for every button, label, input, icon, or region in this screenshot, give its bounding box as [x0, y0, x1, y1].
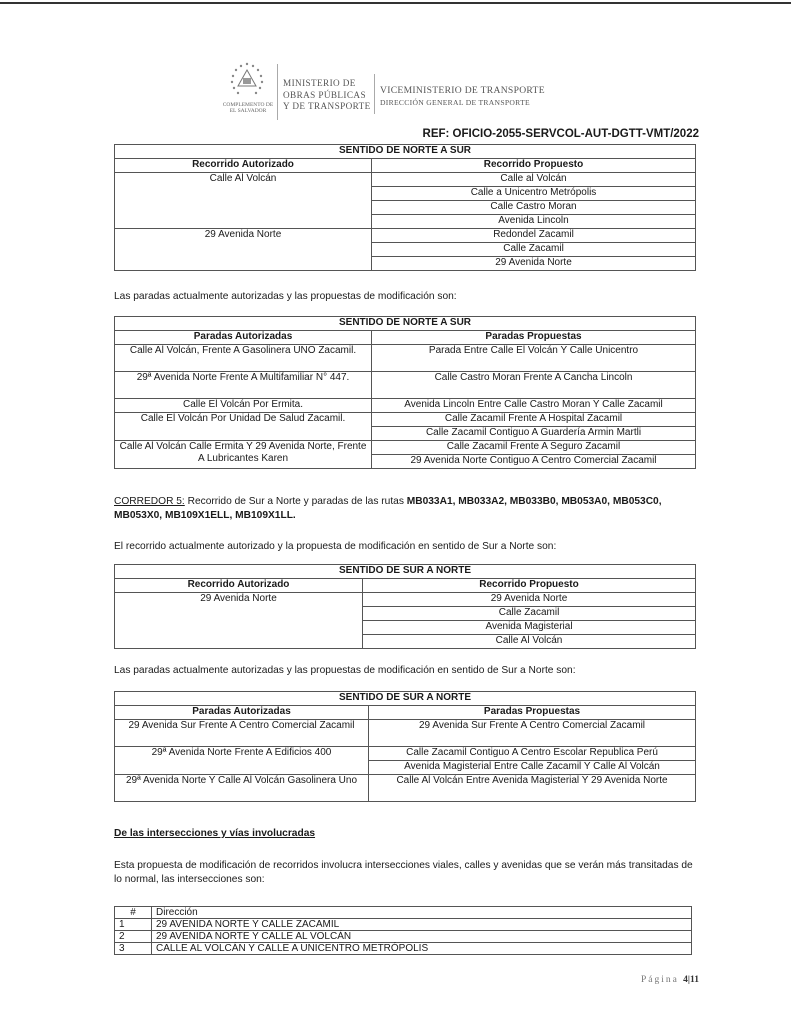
table-cell: 29 AVENIDA NORTE Y CALLE AL VOLCÁN — [152, 931, 692, 943]
stops-table-north-south — [114, 316, 696, 469]
table-cell: 29 Avenida Sur Frente A Centro Comercial Zacamil — [115, 720, 369, 747]
table-cell: 3 — [115, 943, 152, 955]
corridor-routes: MB033A1, MB033A2, MB033B0, MB053A0, MB053C0, MB053X0, MB109X1ELL, MB109X1LL. — [114, 496, 662, 521]
paragraph: Las paradas actualmente autorizadas y las propuestas de modificación en sentido de Sur a Norte son: — [114, 665, 576, 676]
table-title: SENTIDO DE NORTE A SUR — [115, 317, 696, 331]
table-cell: 29ª Avenida Norte Frente A Edificios 400 — [115, 747, 369, 775]
corridor-label: CORREDOR 5: — [114, 496, 185, 507]
table-cell: Calle Zacamil Frente A Seguro Zacamil — [372, 441, 696, 455]
table-title: SENTIDO DE SUR A NORTE — [115, 565, 696, 579]
table-cell: Avenida Magisterial — [363, 621, 696, 635]
page-label: Página — [640, 975, 679, 985]
table-cell: 29 AVENIDA NORTE Y CALLE ZACAMIL — [152, 919, 692, 931]
table-cell: Calle Zacamil — [363, 607, 696, 621]
table-cell: 29 Avenida Sur Frente A Centro Comercial Zacamil — [369, 720, 696, 747]
table-cell: Calle Castro Moran — [372, 201, 696, 215]
table-cell: Avenida Lincoln Entre Calle Castro Moran Y Calle Zacamil — [372, 399, 696, 413]
column-header: Recorrido Propuesto — [363, 579, 696, 593]
paragraph: Las paradas actualmente autorizadas y las propuestas de modificación son: — [114, 291, 457, 302]
table-cell: Calle El Volcán Por Unidad De Salud Zacamil. — [115, 413, 372, 441]
table-cell: Calle a Unicentro Metrópolis — [372, 187, 696, 201]
table-row — [115, 931, 692, 943]
table-cell: Calle Al Volcán, Frente A Gasolinera UNO Zacamil. — [115, 345, 372, 372]
letterhead — [222, 58, 582, 122]
column-header: Recorrido Autorizado — [115, 579, 363, 593]
ministry-name: MINISTERIO DE OBRAS PÚBLICAS Y DE TRANSPORTE — [283, 78, 371, 111]
intersections-table — [114, 906, 692, 955]
table-cell: Calle Al Volcán Entre Avenida Magisterial Y 29 Avenida Norte — [369, 775, 696, 802]
seal-caption: COMPLEMENTO DE EL SALVADOR — [222, 102, 274, 114]
table-cell: Calle Zacamil Contiguo A Guardería Armin Martli — [372, 427, 696, 441]
corridor-paragraph — [114, 495, 694, 523]
column-header: Dirección — [152, 907, 692, 919]
paragraph: El recorrido actualmente autorizado y la propuesta de modificación en sentido de Sur a Norte son: — [114, 541, 557, 552]
stops-table-south-north — [114, 691, 696, 802]
table-cell: 29 Avenida Norte Contiguo A Centro Comercial Zacamil — [372, 455, 696, 469]
column-header: Paradas Propuestas — [369, 706, 696, 720]
paragraph: Esta propuesta de modificación de recorridos involucra intersecciones viales, calles y avenidas que se verán más transitadas de lo normal, las intersecciones son: — [114, 860, 693, 885]
table-cell: Calle El Volcán Por Ermita. — [115, 399, 372, 413]
divider — [374, 74, 375, 114]
table-cell: Calle Al Volcán — [115, 173, 372, 229]
route-table-north-south — [114, 144, 696, 271]
column-header: Recorrido Autorizado — [115, 159, 372, 173]
table-cell: Calle Al Volcán — [363, 635, 696, 649]
section-heading: De las intersecciones y vías involucradas — [114, 828, 316, 839]
column-header: Paradas Propuestas — [372, 331, 696, 345]
reference-number: REF: OFICIO-2055-SERVCOL-AUT-DGTT-VMT/2022 — [422, 128, 699, 140]
table-row — [115, 919, 692, 931]
table-cell: 29ª Avenida Norte Y Calle Al Volcán Gasolinera Uno — [115, 775, 369, 802]
column-header: Paradas Autorizadas — [115, 331, 372, 345]
table-cell: 2 — [115, 931, 152, 943]
table-cell: 1 — [115, 919, 152, 931]
column-header: Paradas Autorizadas — [115, 706, 369, 720]
table-title: SENTIDO DE SUR A NORTE — [115, 692, 696, 706]
vice-ministry-name: VICEMINISTERIO DE TRANSPORTE — [380, 85, 545, 96]
table-cell: Avenida Magisterial Entre Calle Zacamil Y Calle Al Volcán — [369, 761, 696, 775]
table-cell: Redondel Zacamil — [372, 229, 696, 243]
table-row — [115, 943, 692, 955]
column-header: Recorrido Propuesto — [372, 159, 696, 173]
table-cell: 29 Avenida Norte — [363, 593, 696, 607]
table-cell: 29 Avenida Norte — [372, 257, 696, 271]
directorate-name: DIRECCIÓN GENERAL DE TRANSPORTE — [380, 98, 530, 107]
table-cell: 29 Avenida Norte — [115, 229, 372, 271]
column-header: # — [115, 907, 152, 919]
table-cell: Calle Zacamil Frente A Hospital Zacamil — [372, 413, 696, 427]
table-cell: Avenida Lincoln — [372, 215, 696, 229]
corridor-text: Recorrido de Sur a Norte y paradas de las rutas — [184, 496, 407, 507]
table-cell: Calle al Volcán — [372, 173, 696, 187]
table-cell: Calle Castro Moran Frente A Cancha Lincoln — [372, 372, 696, 399]
table-cell: Calle Zacamil — [372, 243, 696, 257]
page-footer — [641, 975, 699, 985]
table-cell: Parada Entre Calle El Volcán Y Calle Unicentro — [372, 345, 696, 372]
top-border-line — [0, 2, 791, 4]
table-cell: Calle Al Volcán Calle Ermita Y 29 Avenida Norte, Frente A Lubricantes Karen — [115, 441, 372, 469]
page-number: 4|11 — [683, 975, 699, 985]
table-cell: 29ª Avenida Norte Frente A Multifamiliar N° 447. — [115, 372, 372, 399]
table-cell: CALLE AL VOLCÁN Y CALLE A UNICENTRO METRÓPOLIS — [152, 943, 692, 955]
vice-ministry — [380, 85, 545, 108]
route-table-south-north — [114, 564, 696, 649]
divider — [277, 64, 278, 120]
table-cell: Calle Zacamil Contiguo A Centro Escolar Republica Perú — [369, 747, 696, 761]
table-cell: 29 Avenida Norte — [115, 593, 363, 649]
table-title: SENTIDO DE NORTE A SUR — [115, 145, 696, 159]
